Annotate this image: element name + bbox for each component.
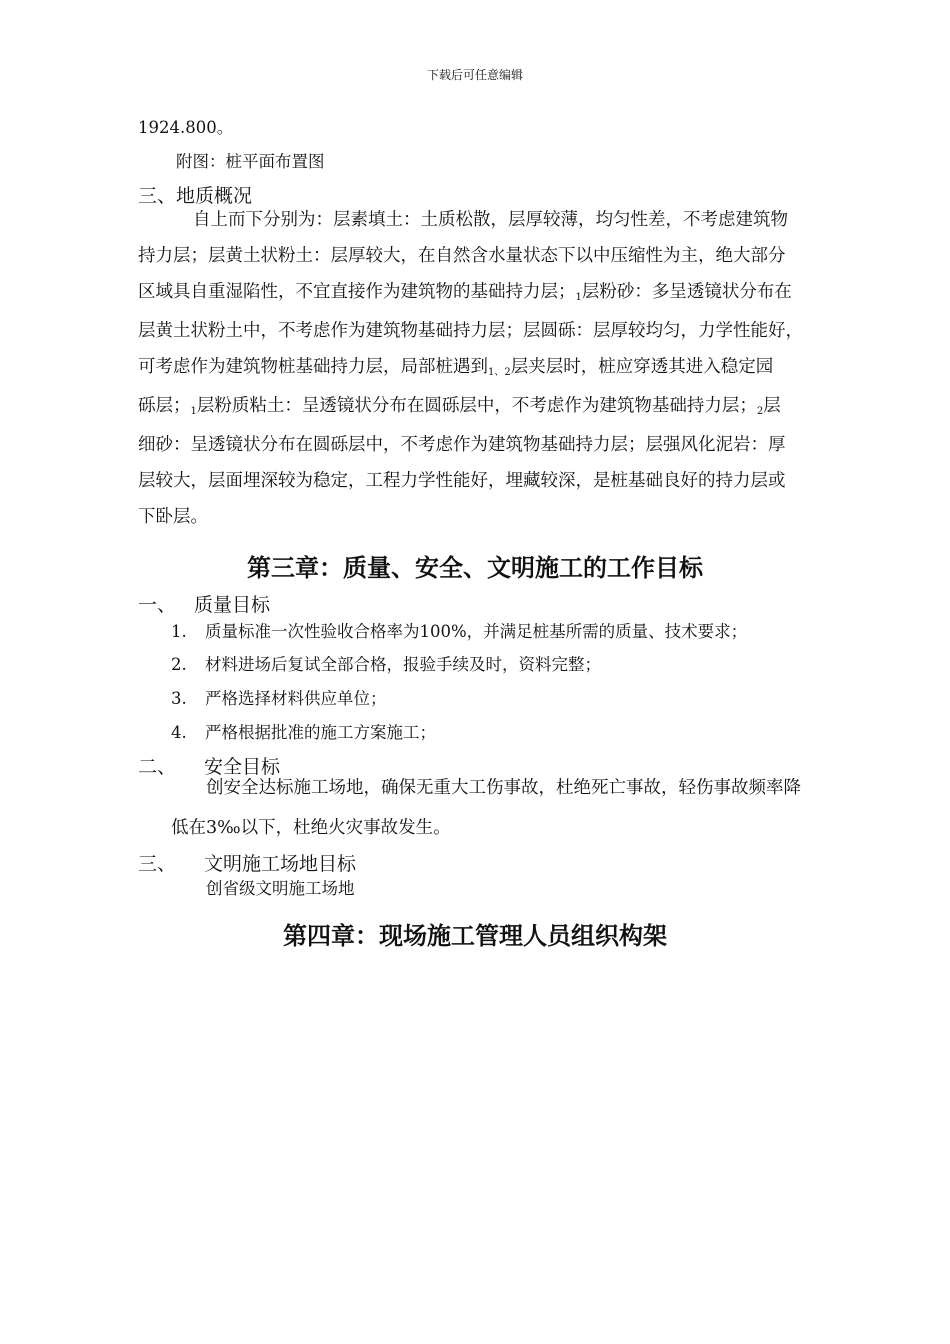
geology-line-2: 持力层；层黄土状粉土：层厚较大，在自然含水量状态下以中压缩性为主，绝大部分 (138, 246, 786, 266)
quality-item-2 (171, 651, 601, 675)
geology-line-8: 层较大，层面埋深较为稳定，工程力学性能好，埋藏较深，是桩基础良好的持力层或 (138, 471, 786, 491)
section-title: 安全目标 (204, 756, 281, 778)
geology-line-7: 细砂：呈透镜状分布在圆砾层中，不考虑作为建筑物基础持力层；层强风化泥岩：厚 (138, 435, 786, 455)
section-title: 文明施工场地目标 (204, 853, 357, 875)
layer-subscript: 2 (504, 367, 511, 378)
geology-line-6-post: 层 (763, 396, 781, 416)
item-text: 质量标准一次性验收合格率为100%，并满足桩基所需的质量、技术要求； (205, 622, 748, 641)
chapter-4-title: 第四章：现场施工管理人员组织构架 (283, 922, 667, 950)
civil-text: 创省级文明施工场地 (206, 879, 355, 898)
geology-line-4: 层黄土状粉土中，不考虑作为建筑物基础持力层；层圆砾：层厚较均匀，力学性能好， (138, 321, 803, 341)
section-title: 质量目标 (194, 594, 271, 616)
geology-line-3-pre: 区域具自重湿陷性，不宜直接作为建筑物的基础持力层； (138, 282, 576, 302)
item-number: 4. (171, 723, 187, 742)
safety-line-1 (206, 770, 801, 806)
civil-heading (138, 849, 356, 876)
geology-line-5 (138, 349, 803, 388)
subscript-separator: 、 (494, 367, 505, 378)
chapter-3-title: 第三章：质量、安全、文明施工的工作目标 (247, 554, 703, 582)
quality-item-1 (171, 618, 747, 642)
item-number: 3. (171, 689, 187, 708)
section-number: 三、 (138, 853, 177, 875)
section-number: 二、 (138, 756, 177, 778)
quality-item-3 (171, 685, 387, 709)
geology-paragraph (138, 202, 803, 535)
item-text: 严格选择材料供应单位； (205, 689, 387, 708)
geology-line-9: 下卧层。 (138, 507, 208, 527)
value-line: 1924.800。 (138, 118, 234, 137)
geology-line-6-mid: 层粉质粘土：呈透镜状分布在圆砾层中，不考虑作为建筑物基础持力层； (196, 396, 757, 416)
layer-subscript: 1 (488, 367, 495, 378)
layer-subscript: 1 (575, 292, 582, 303)
item-text: 材料进场后复试全部合格，报验手续及时，资料完整； (205, 655, 601, 674)
layer-subscript: 2 (756, 406, 764, 417)
geology-line-3 (138, 274, 803, 313)
page-header-note: 下载后可任意编辑 (426, 68, 523, 82)
quality-heading (138, 590, 270, 617)
geology-line-5-pre: 可考虑作为建筑物桩基础持力层，局部桩遇到 (138, 357, 488, 377)
geology-line-6 (138, 388, 803, 427)
geology-line-3-post: 层粉砂：多呈透镜状分布在 (581, 282, 792, 302)
item-text: 严格根据批准的施工方案施工； (205, 723, 436, 742)
item-number: 1. (171, 622, 187, 641)
layer-subscript: 1 (190, 406, 197, 417)
geology-line-1: 自上而下分别为：层素填土：土质松散，层厚较薄，均匀性差，不考虑建筑物 (193, 210, 788, 230)
geology-heading: 三、地质概况 (138, 185, 253, 207)
item-number: 2. (171, 655, 187, 674)
figure-note: 附图：桩平面布置图 (176, 152, 325, 171)
safety-text-2: 低在3‰以下，杜绝火灾事故发生。 (171, 818, 451, 838)
safety-text-1: 创安全达标施工场地，确保无重大工伤事故，杜绝死亡事故，轻伤事故频率降 (206, 778, 801, 798)
quality-item-4 (171, 719, 436, 743)
geology-line-6-pre: 砾层； (138, 396, 191, 416)
geology-line-5-post: 层夹层时，桩应穿透其进入稳定园 (510, 357, 774, 377)
safety-line-2 (171, 810, 451, 846)
section-number: 一、 (138, 594, 177, 616)
